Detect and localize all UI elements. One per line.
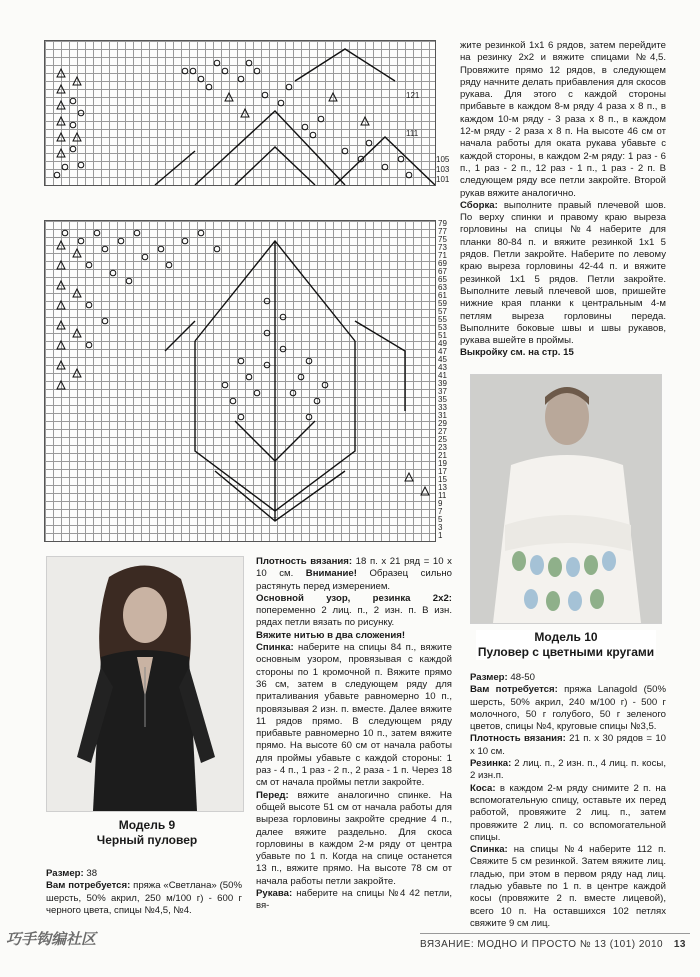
model-9-back-text: наберите на спицы 84 п., вяжите основным узором, провязывая с каждой стороны по 1 кромочной п. Вяжите прямо 36 см, затем в следующем ряду для приталивания убавьте равномерно 10 п., провязывая 2 изн. п. вместе. Далее вяжите 11 рядов прямо. В следующем ряду прибавьте равномерно 10 п., затем вяжите прямо. На высоте 60 см от начала работы для проймы убавьте с каждой стороны: 1 раз - 4 п., 1 раз - 2 п., 2 раза - 1 п. Через 18 см от начала проймы петли закройте.: [256, 642, 452, 789]
assembly-label: Сборка:: [460, 199, 498, 211]
model-9-sleeve: [256, 888, 452, 913]
model-9-materials-text: пряжа «Светлана» (50% шерсть, 50% акрил, 250 м/100 г) - 600 г черного цвета, спицы №4,5, №4.: [46, 880, 242, 916]
model-10-back-label: Спинка:: [470, 844, 508, 856]
row-number: 47: [438, 347, 447, 356]
model-9-double-thread-text: Вяжите нитью в два сложения!: [256, 629, 406, 641]
model-10-braid-text: в каждом 2-м ряду снимите 2 п. на вспомогательную спицу, оставьте их перед работой, провяжите 2 лиц. п., затем провяжите 2 лиц. п. со вспомогательной спицы.: [470, 782, 666, 843]
row-number: 49: [438, 339, 447, 348]
chart-bottom-symbols: [45, 221, 435, 541]
model-10-density: [470, 733, 666, 758]
model-10-materials-label: Вам потребуется:: [470, 684, 558, 696]
model-9-attention-label: Внимание!: [293, 568, 357, 580]
row-number: 121: [406, 91, 420, 100]
model-9-instructions: [256, 556, 452, 913]
row-number: 53: [438, 323, 447, 332]
row-number: 63: [438, 283, 447, 292]
row-number: 41: [438, 371, 447, 380]
model-9-attention-text: Образец сильно растянуть перед измерением.: [256, 568, 452, 592]
model-10-density-text: 21 п. x 30 рядов = 10 x 10 см.: [470, 733, 666, 757]
row-number: 75: [438, 235, 447, 244]
row-number: 7: [438, 507, 443, 516]
model-10-rib-text: 2 лиц. п., 2 изн. п., 4 лиц. п. косы, 2 изн.п.: [470, 758, 666, 782]
model-9-pattern-label: Основной узор, резинка 2x2:: [256, 592, 452, 604]
row-number: 57: [438, 307, 447, 316]
row-number: 29: [438, 419, 447, 428]
model-10-size-value: 48-50: [507, 672, 535, 683]
row-number: 61: [438, 291, 447, 300]
model-10-braid: [470, 783, 666, 844]
chart-top-symbols: [45, 41, 435, 185]
model-10-size: [470, 672, 666, 684]
right-column-text: [460, 40, 666, 360]
man-in-sweater-image: [471, 375, 661, 623]
row-number: 71: [438, 251, 447, 260]
model-10-text: [470, 672, 666, 930]
row-number: 15: [438, 475, 447, 484]
page-number: 13: [673, 939, 686, 950]
model-9-density: [256, 556, 452, 593]
model-10-caption: [476, 630, 656, 660]
model-10-number: Модель 10: [534, 630, 598, 644]
model-9-density-text: 18 п. x 21 ряд = 10 x 10 см.: [256, 556, 452, 580]
model-9-front: [256, 790, 452, 888]
row-number: 21: [438, 451, 447, 460]
model-10-size-label: Размер:: [470, 672, 508, 683]
model-10-rib: [470, 758, 666, 783]
row-number: 9: [438, 499, 443, 508]
model-9-pattern: [256, 593, 452, 630]
model-10-rib-label: Резинка:: [470, 758, 512, 770]
row-number: 3: [438, 523, 443, 532]
model-9-size-value: 38: [83, 868, 98, 879]
row-number: 79: [438, 219, 447, 228]
model-9-size: [46, 868, 242, 880]
model-9-sleeve-label: Рукава:: [256, 888, 293, 900]
row-number: 65: [438, 275, 447, 284]
row-number: 105: [436, 155, 450, 164]
pattern-reference: [460, 347, 666, 359]
model-9-back: [256, 642, 452, 790]
magazine-title: ВЯЗАНИЕ: МОДНО И ПРОСТО № 13 (101) 2010: [420, 939, 664, 950]
row-number: 67: [438, 267, 447, 276]
model-10-back-text: на спицы №4 наберите 112 п. Свяжите 5 см резинкой. Затем вяжите лиц. гладью, при этом в первом ряду над лиц. гладью убавьте по 1 п. в центре каждой косы (провяжите 2 п. вместе лицевой), всего 10 п. На оставшихся 102 петлях свяжите 9 см лиц.: [470, 844, 666, 929]
model-9-sleeve-text: наберите на спицы №4 42 петли, вя-: [256, 888, 452, 912]
model-10-title: Пуловер с цветными кругами: [477, 645, 655, 659]
row-number: 5: [438, 515, 443, 524]
model-9-back-label: Спинка:: [256, 642, 294, 654]
model-9-photo: [46, 556, 244, 812]
knitting-chart-bottom: [44, 220, 436, 542]
model-9-materials-block: [46, 868, 242, 917]
model-9-materials-label: Вам потребуется:: [46, 880, 131, 892]
row-number: 51: [438, 331, 447, 340]
row-number: 25: [438, 435, 447, 444]
model-9-pattern-text: попеременно 2 лиц. п., 2 изн. п. В изн. рядах петли вязать по рисунку.: [256, 605, 452, 629]
assembly-paragraph: [460, 200, 666, 348]
row-number: 111: [406, 129, 419, 138]
row-number: 11: [438, 491, 447, 500]
page-footer: [420, 933, 690, 961]
row-number: 101: [436, 175, 450, 184]
row-number: 43: [438, 363, 447, 372]
model-9-double-thread: [256, 630, 452, 642]
model-9-title: Черный пуловер: [96, 833, 198, 847]
model-10-photo: [470, 374, 662, 624]
row-number: 13: [438, 483, 447, 492]
row-number: 31: [438, 411, 447, 420]
model-9-front-text: вяжите аналогично спинке. На общей высоте 51 см от начала работы для выреза горловины закройте средние 4 п., далее вяжите раздельно. Для скоса горловины в каждом 2-м ряду от центра убавьте по 1 п. Когда на спице останется 13 п., вяжите прямо. На высоте 78 см от начала работы петли закройте.: [256, 789, 452, 887]
row-number: 59: [438, 299, 447, 308]
row-number: 33: [438, 403, 447, 412]
model-9-materials: [46, 880, 242, 917]
row-number: 19: [438, 459, 447, 468]
row-number: 55: [438, 315, 447, 324]
model-9-size-label: Размер:: [46, 868, 84, 879]
row-number: 17: [438, 467, 447, 476]
model-10-density-label: Плотность вязания:: [470, 733, 566, 745]
row-number: 23: [438, 443, 447, 452]
row-number: 69: [438, 259, 447, 268]
row-number: 35: [438, 395, 447, 404]
model-9-front-label: Перед:: [256, 789, 289, 801]
model-9-caption: [72, 818, 222, 848]
row-number: 73: [438, 243, 447, 252]
row-number: 77: [438, 227, 447, 236]
row-number: 103: [436, 165, 450, 174]
knitting-chart-top: [44, 40, 436, 186]
row-number: 39: [438, 379, 447, 388]
model-10-braid-label: Коса:: [470, 782, 496, 794]
model-10-materials: [470, 684, 666, 733]
row-number: 27: [438, 427, 447, 436]
model-9-number: Модель 9: [118, 818, 176, 832]
sleeve-continued-text: жите резинкой 1x1 6 рядов, затем перейдите на резинку 2x2 и вяжите спицами №4,5. Провяжите прямо 12 рядов, в следующем ряду начните делать прибавления для скосов рукава. Для этого с каждой стороны прибавьте в каждом 8-м ряду 4 раза x 8 п., в каждом 10-м ряду - 3 раза x 8 п., в каждом 12-м ряду - 2 раза x 8 п. На высоте 46 см от начала работы для оката рукава убавьте с каждой стороны, в каждом 2-м ряду: 1 раз - 6 п., 1 раз - 2 п., 12 раз - 1 п., 1 раз - 2 п. В следующем ряду все петли закройте. Второй рукав вяжите аналогично.: [460, 40, 666, 199]
model-9-density-label: Плотность вязания:: [256, 556, 353, 567]
row-number: 45: [438, 355, 447, 364]
row-number: 1: [438, 531, 443, 540]
model-10-back: [470, 844, 666, 930]
model-10-materials-text: пряжа Lanagold (50% шерсть, 50% акрил, 240 м/100 г) - 500 г молочного, 50 г голубого, 50 г зеленого цветов, спицы №4, круговые спицы №3,5.: [470, 684, 666, 733]
woman-in-black-sweater-image: [47, 557, 243, 811]
watermark-logo: 巧手钩编社区: [6, 930, 97, 948]
assembly-text: выполните правый плечевой шов. По верху спинки и правому краю выреза горловины на спицы №4 наберите для планки 80-84 п. и вяжите резинкой 1x1 5 рядов. Петли закройте. Наберите по левому краю выреза горловины 42-44 п. и вяжите резинкой 1x1 5 рядов. Петли закройте. Выполните левый плечевой шов, пришейте нижние края планки к центральным 4-м петлям выреза горловины переда. Выполните боковые швы и швы рукавов, рукава вшейте в проймы.: [460, 199, 666, 347]
row-number: 37: [438, 387, 447, 396]
pattern-reference-text: Выкройку см. на стр. 15: [460, 347, 574, 359]
